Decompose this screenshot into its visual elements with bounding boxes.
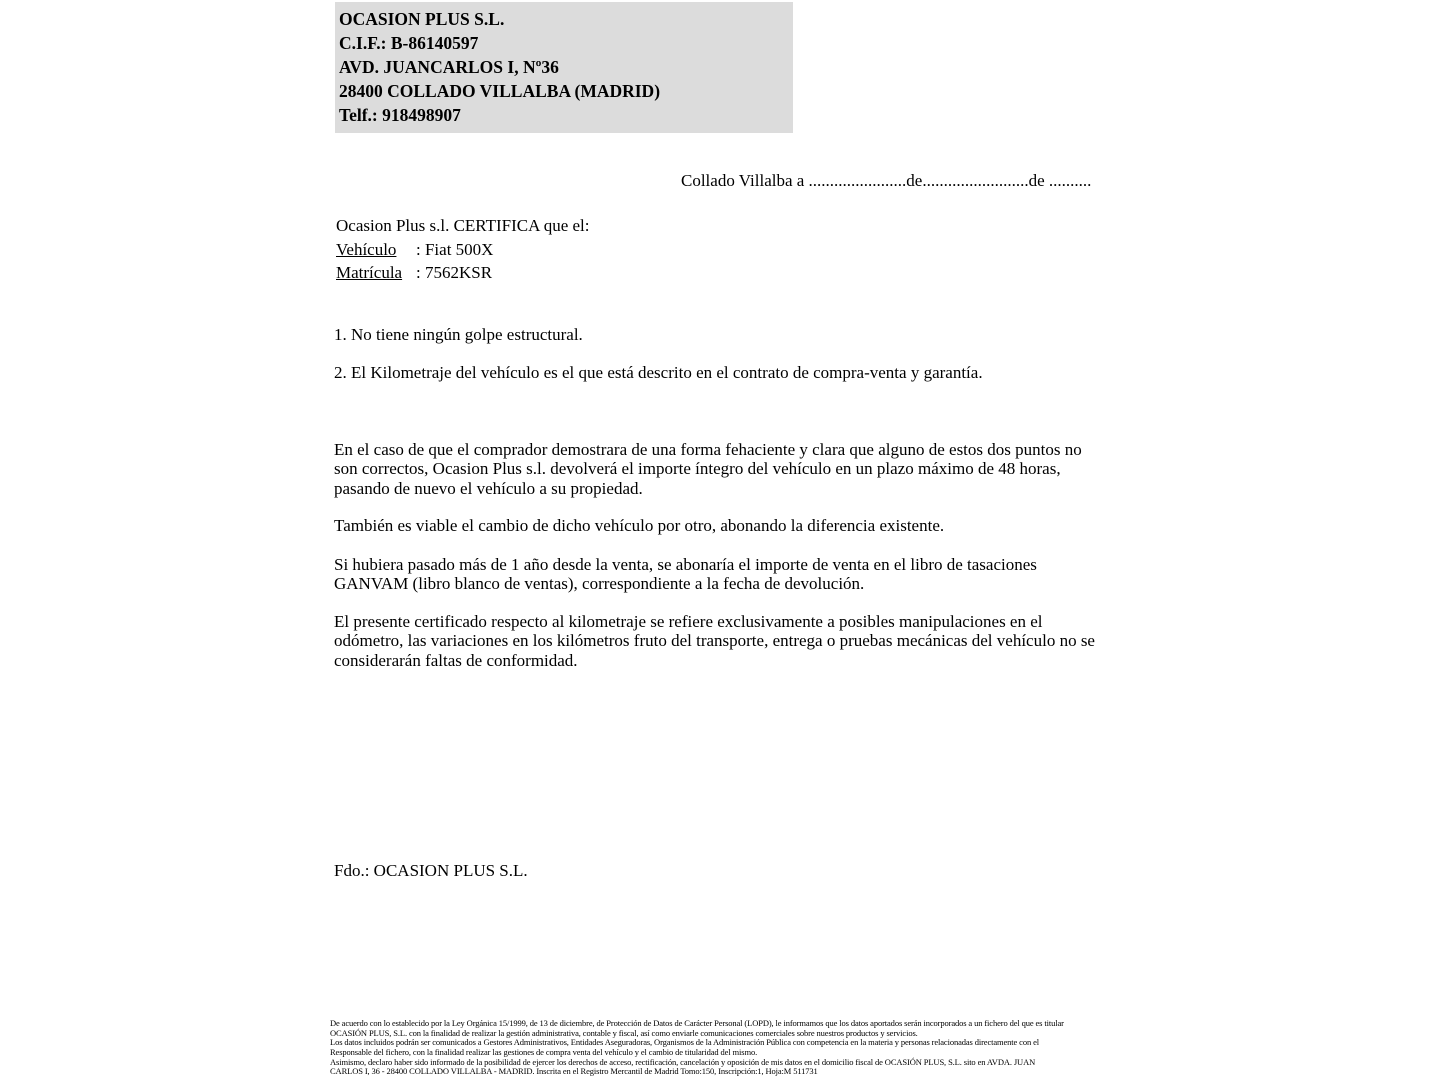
legal-footer-line: Los datos incluidos podrán ser comunicados a Gestores Administrativos, Entidades Aseguradoras, Organismos de la Administración Pública con competencia en la materia y personas relacionadas directamente con el <box>330 1037 1039 1048</box>
plate-row <box>336 261 590 285</box>
plate-value: : 7562KSR <box>416 263 493 283</box>
company-city: 28400 COLLADO VILLALBA (MADRID) <box>339 81 661 101</box>
paragraph-refund: En el caso de que el comprador demostrara de una forma fehaciente y clara que alguno de estos dos puntos no son correctos, Ocasion Plus s.l. devolverá el importe íntegro del vehículo en un plazo máximo de 48 horas, pasando de nuevo el vehículo a su propiedad. <box>334 440 1082 498</box>
company-address: AVD. JUANCARLOS I, Nº36 <box>339 57 559 77</box>
paragraph-exchange: También es viable el cambio de dicho vehículo por otro, abonando la diferencia existente. <box>334 516 945 535</box>
paragraph-odometer: El presente certificado respecto al kilometraje se refiere exclusivamente a posibles manipulaciones en el odómetro, las variaciones en los kilómetros fruto del transporte, entrega o pruebas mecánicas del vehículo no se considerarán faltas de conformidad. <box>334 612 1095 670</box>
condition-item-2: 2. El Kilometraje del vehículo es el que está descrito en el contrato de compra-venta y garantía. <box>334 363 983 382</box>
vehicle-value: : Fiat 500X <box>416 239 494 259</box>
legal-footer-line: Asimismo, declaro haber sido informado de la posibilidad de ejercer los derechos de acceso, rectificación, cancelación y oposición de mis datos en el domicilio fiscal de OCASIÓN PLUS, S.L. sito en AVDA. JUAN <box>330 1056 1036 1067</box>
company-header-box <box>335 2 793 133</box>
paragraph-ganvam: Si hubiera pasado más de 1 año desde la venta, se abonaría el importe de venta en el libro de tasaciones GANVAM (libro blanco de ventas), correspondiente a la fecha de devolución. <box>334 555 1037 594</box>
signature-line: Fdo.: OCASION PLUS S.L. <box>334 861 528 880</box>
legal-footer-line: De acuerdo con lo establecido por la Ley Orgánica 15/1999, de 13 de diciembre, de Protección de Datos de Carácter Personal (LOPD), le informamos que los datos aportados serán incorporados a un fichero del que es titular <box>330 1018 1064 1028</box>
vehicle-row <box>336 238 590 262</box>
legal-footer <box>330 1019 1064 1077</box>
certify-intro: Ocasion Plus s.l. CERTIFICA que el: <box>336 216 590 235</box>
company-phone: Telf.: 918498907 <box>339 105 461 125</box>
legal-footer-line: OCASIÓN PLUS, S.L. con la finalidad de realizar la gestión administrativa, contable y fiscal, así como enviarle comunicaciones comerciales sobre nuestros productos y servicios. <box>330 1027 918 1038</box>
condition-item-1: 1. No tiene ningún golpe estructural. <box>334 325 583 344</box>
vehicle-label: Vehículo <box>336 239 397 259</box>
company-name: OCASION PLUS S.L. <box>339 9 505 29</box>
date-place-line: Collado Villalba a .......................de.........................de .......... <box>681 171 1092 190</box>
plate-label: Matrícula <box>336 263 403 283</box>
legal-footer-line: CARLOS I, 36 - 28400 COLLADO VILLALBA - MADRID. Inscrita en el Registro Mercantil de Madrid Tomo:150, Inscripción:1, Hoja:M 511731 <box>330 1066 818 1077</box>
certify-block <box>336 214 590 285</box>
company-cif: C.I.F.: B-86140597 <box>339 33 479 53</box>
legal-footer-line: Responsable del fichero, con la finalidad realizar las gestiones de compra venta del vehículo y el cambio de titularidad del mismo. <box>330 1046 758 1057</box>
